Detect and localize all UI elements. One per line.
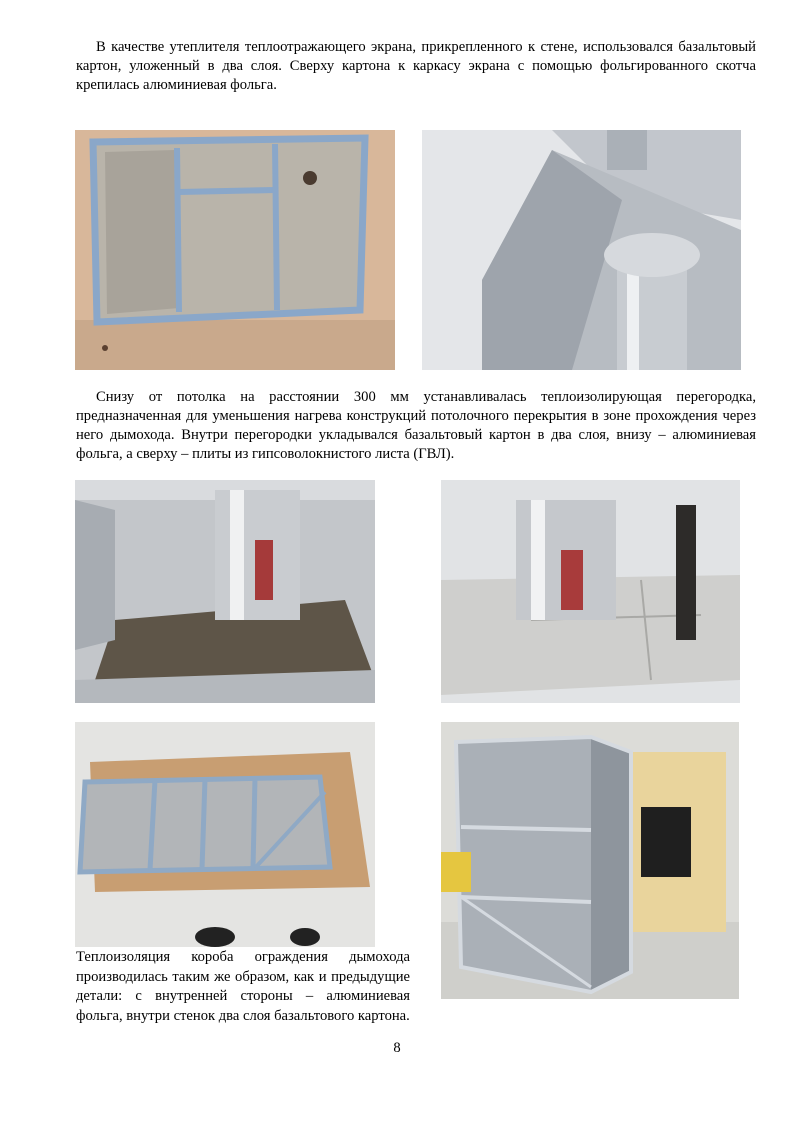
page-number: 8 <box>393 1040 401 1056</box>
photo-partition-basalt-layer <box>75 480 375 703</box>
photo-box-frame-foil <box>75 722 375 947</box>
photo-partition-gvl-plates <box>441 480 740 703</box>
paragraph-box-insulation: Теплоизоляция короба ограждения дымохода производилась таким же образом, как и предыдущие детали: с внутренней стороны – алюминиевая фольга, внутри стенок два слоя базальтового картона. <box>76 949 410 1024</box>
photo-screen-frame <box>75 130 395 370</box>
photo-ceiling-passage-foil <box>422 130 741 370</box>
paragraph-ceiling-partition: Снизу от потолка на расстоянии 300 мм устанавливалась теплоизолирующая перегородка, предназначенная для уменьшения нагрева конструкций потолочного перекрытия в зоне прохождения через него дымохода. Внутри перегородки укладывался базальтовый картон в два слоя, внизу – алюминиевая фольга, а сверху – плиты из гипсоволокнистого листа (ГВЛ). <box>76 389 756 462</box>
paragraph-wall-screen-insulation: В качестве утеплителя теплоотражающего экрана, прикрепленного к стене, использовался базальтовый картон, уложенный в два слоя. Сверху картона к каркасу экрана с помощью фольгированного скотча крепилась алюминиевая фольга. <box>76 39 756 93</box>
photo-chimney-enclosure-box <box>441 722 739 999</box>
